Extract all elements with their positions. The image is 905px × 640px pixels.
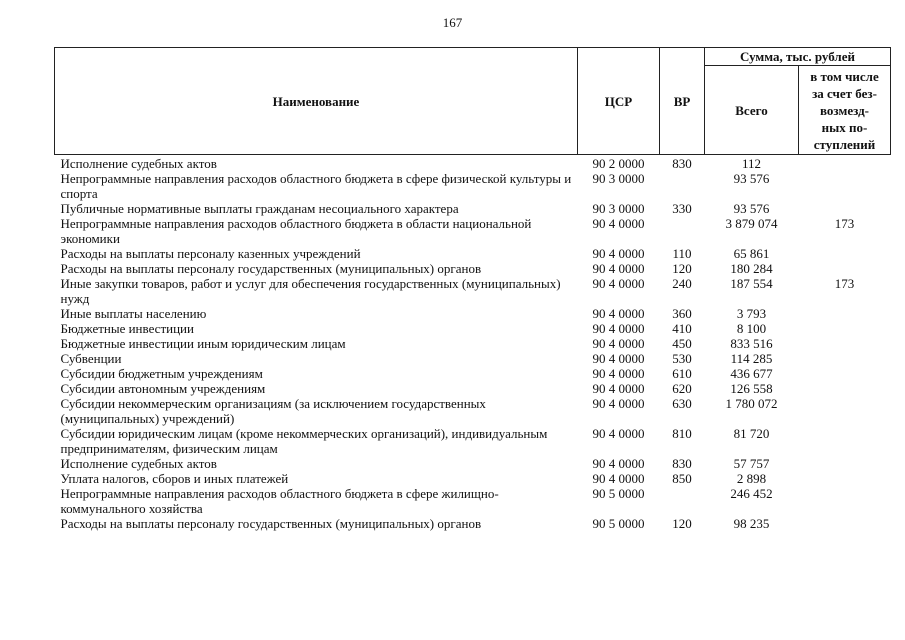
cell-name: Бюджетные инвестиции иным юридическим лицам [60, 336, 346, 351]
column-header-sum: Сумма, тыс. рублей [705, 48, 891, 66]
cell-name: Исполнение судебных актов [60, 456, 217, 471]
cell-total: 81 720 [733, 426, 770, 441]
table-row [55, 276, 891, 306]
gratuitous-header-line: ных по- [821, 119, 868, 135]
table-row [55, 155, 891, 172]
cell-total: 3 793 [736, 306, 767, 321]
cell-gratuitous: 173 [834, 216, 855, 231]
cell-vr [660, 171, 705, 201]
cell-name: Иные выплаты населению [60, 306, 207, 321]
cell-name: Расходы на выплаты персоналу государственных (муниципальных) органов [60, 261, 482, 276]
cell-vr: 830 [672, 456, 692, 471]
table-row [55, 261, 891, 276]
table-row [55, 486, 891, 516]
cell-total: 180 284 [730, 261, 773, 276]
cell-vr [660, 486, 705, 516]
cell-csr: 90 4 0000 [592, 381, 645, 396]
cell-csr: 90 4 0000 [592, 306, 645, 321]
cell-name: Расходы на выплаты персоналу казенных учреждений [60, 246, 361, 261]
budget-table [54, 47, 891, 531]
cell-vr: 120 [672, 261, 692, 276]
cell-gratuitous [799, 246, 891, 261]
cell-vr: 110 [672, 246, 692, 261]
cell-total: 2 898 [736, 471, 767, 486]
cell-csr: 90 4 0000 [592, 456, 645, 471]
cell-name: Непрограммные направления расходов областного бюджета в сфере физической культуры и спорта [60, 171, 572, 201]
table-row [55, 366, 891, 381]
cell-gratuitous [799, 366, 891, 381]
cell-gratuitous [799, 171, 891, 201]
cell-name: Уплата налогов, сборов и иных платежей [60, 471, 289, 486]
cell-csr: 90 4 0000 [592, 216, 645, 231]
cell-total: 1 780 072 [725, 396, 778, 411]
cell-total: 187 554 [730, 276, 773, 291]
cell-vr: 830 [672, 156, 692, 171]
gratuitous-header-line: в том числе [810, 68, 879, 84]
cell-total: 114 285 [730, 351, 773, 366]
cell-vr: 330 [672, 201, 692, 216]
table-row [55, 201, 891, 216]
cell-vr: 630 [672, 396, 692, 411]
cell-csr: 90 4 0000 [592, 396, 645, 411]
cell-csr: 90 5 0000 [592, 516, 645, 531]
table-row [55, 351, 891, 366]
cell-vr: 610 [672, 366, 692, 381]
cell-vr: 810 [672, 426, 692, 441]
table-row [55, 426, 891, 456]
cell-csr: 90 4 0000 [592, 426, 645, 441]
cell-total: 246 452 [730, 486, 773, 501]
cell-csr: 90 4 0000 [592, 351, 645, 366]
cell-total: 65 861 [733, 246, 770, 261]
table-row [55, 306, 891, 321]
table-body [55, 155, 891, 532]
cell-vr: 620 [672, 381, 692, 396]
cell-gratuitous: 173 [834, 276, 855, 291]
column-header-gratuitous [799, 66, 891, 155]
cell-name: Субсидии бюджетным учреждениям [60, 366, 263, 381]
table-row [55, 336, 891, 351]
table-row [55, 471, 891, 486]
cell-csr: 90 4 0000 [592, 366, 645, 381]
cell-name: Субсидии некоммерческим организациям (за исключением государственных (муниципальных) учреждений) [60, 396, 486, 426]
table-row [55, 516, 891, 531]
table-row [55, 321, 891, 336]
page-number: 167 [442, 15, 463, 30]
column-header-csr: ЦСР [578, 48, 660, 155]
cell-name: Субсидии юридическим лицам (кроме некоммерческих организаций), индивидуальным предпринимателям, физическим лицам [60, 426, 548, 456]
cell-gratuitous [799, 381, 891, 396]
cell-csr: 90 4 0000 [592, 471, 645, 486]
column-header-vr: ВР [660, 48, 705, 155]
cell-vr: 410 [672, 321, 692, 336]
cell-vr: 530 [672, 351, 692, 366]
table-row [55, 246, 891, 261]
table-header [55, 48, 891, 155]
cell-name: Иные закупки товаров, работ и услуг для обеспечения государственных (муниципальных) нужд [60, 276, 561, 306]
cell-gratuitous [799, 201, 891, 216]
cell-total: 8 100 [736, 321, 767, 336]
cell-total: 436 677 [730, 366, 773, 381]
cell-vr: 240 [672, 276, 692, 291]
cell-name: Непрограммные направления расходов областного бюджета в области национальной экономики [60, 216, 532, 246]
cell-total: 3 879 074 [725, 216, 778, 231]
cell-total: 112 [741, 156, 762, 171]
cell-total: 98 235 [733, 516, 770, 531]
cell-gratuitous [799, 306, 891, 321]
cell-total: 833 516 [730, 336, 773, 351]
table-row [55, 396, 891, 426]
cell-csr: 90 2 0000 [592, 156, 645, 171]
cell-total: 126 558 [730, 381, 773, 396]
cell-name: Исполнение судебных актов [60, 156, 217, 171]
cell-csr: 90 5 0000 [592, 486, 645, 501]
gratuitous-header-line: возмезд- [820, 102, 869, 118]
cell-gratuitous [799, 516, 891, 531]
table-row [55, 381, 891, 396]
cell-csr: 90 4 0000 [592, 261, 645, 276]
cell-name: Публичные нормативные выплаты гражданам несоциального характера [60, 201, 459, 216]
gratuitous-header-line: ступлений [813, 136, 876, 152]
cell-gratuitous [799, 396, 891, 426]
cell-name: Субсидии автономным учреждениям [60, 381, 266, 396]
cell-gratuitous [799, 426, 891, 456]
cell-gratuitous [799, 321, 891, 336]
cell-vr [660, 216, 705, 246]
table-row [55, 456, 891, 471]
cell-csr: 90 4 0000 [592, 336, 645, 351]
cell-gratuitous [799, 456, 891, 471]
cell-gratuitous [799, 471, 891, 486]
cell-vr: 360 [672, 306, 692, 321]
cell-vr: 450 [672, 336, 692, 351]
cell-gratuitous [799, 261, 891, 276]
cell-total: 93 576 [733, 171, 770, 186]
cell-csr: 90 4 0000 [592, 246, 645, 261]
cell-name: Бюджетные инвестиции [60, 321, 194, 336]
table-row [55, 171, 891, 201]
cell-total: 93 576 [733, 201, 770, 216]
cell-csr: 90 3 0000 [592, 171, 645, 186]
cell-total: 57 757 [733, 456, 770, 471]
cell-name: Непрограммные направления расходов областного бюджета в сфере жилищно-коммунального хозяйства [60, 486, 499, 516]
table-row [55, 216, 891, 246]
cell-csr: 90 4 0000 [592, 321, 645, 336]
cell-gratuitous [799, 155, 891, 172]
cell-gratuitous [799, 351, 891, 366]
column-header-total: Всего [705, 66, 799, 155]
column-header-name: Наименование [55, 48, 578, 155]
cell-name: Субвенции [60, 351, 122, 366]
gratuitous-header-line: за счет без- [812, 85, 877, 101]
cell-gratuitous [799, 336, 891, 351]
cell-csr: 90 3 0000 [592, 201, 645, 216]
cell-vr: 120 [672, 516, 692, 531]
cell-name: Расходы на выплаты персоналу государственных (муниципальных) органов [60, 516, 482, 531]
cell-csr: 90 4 0000 [592, 276, 645, 291]
cell-vr: 850 [672, 471, 692, 486]
cell-gratuitous [799, 486, 891, 516]
